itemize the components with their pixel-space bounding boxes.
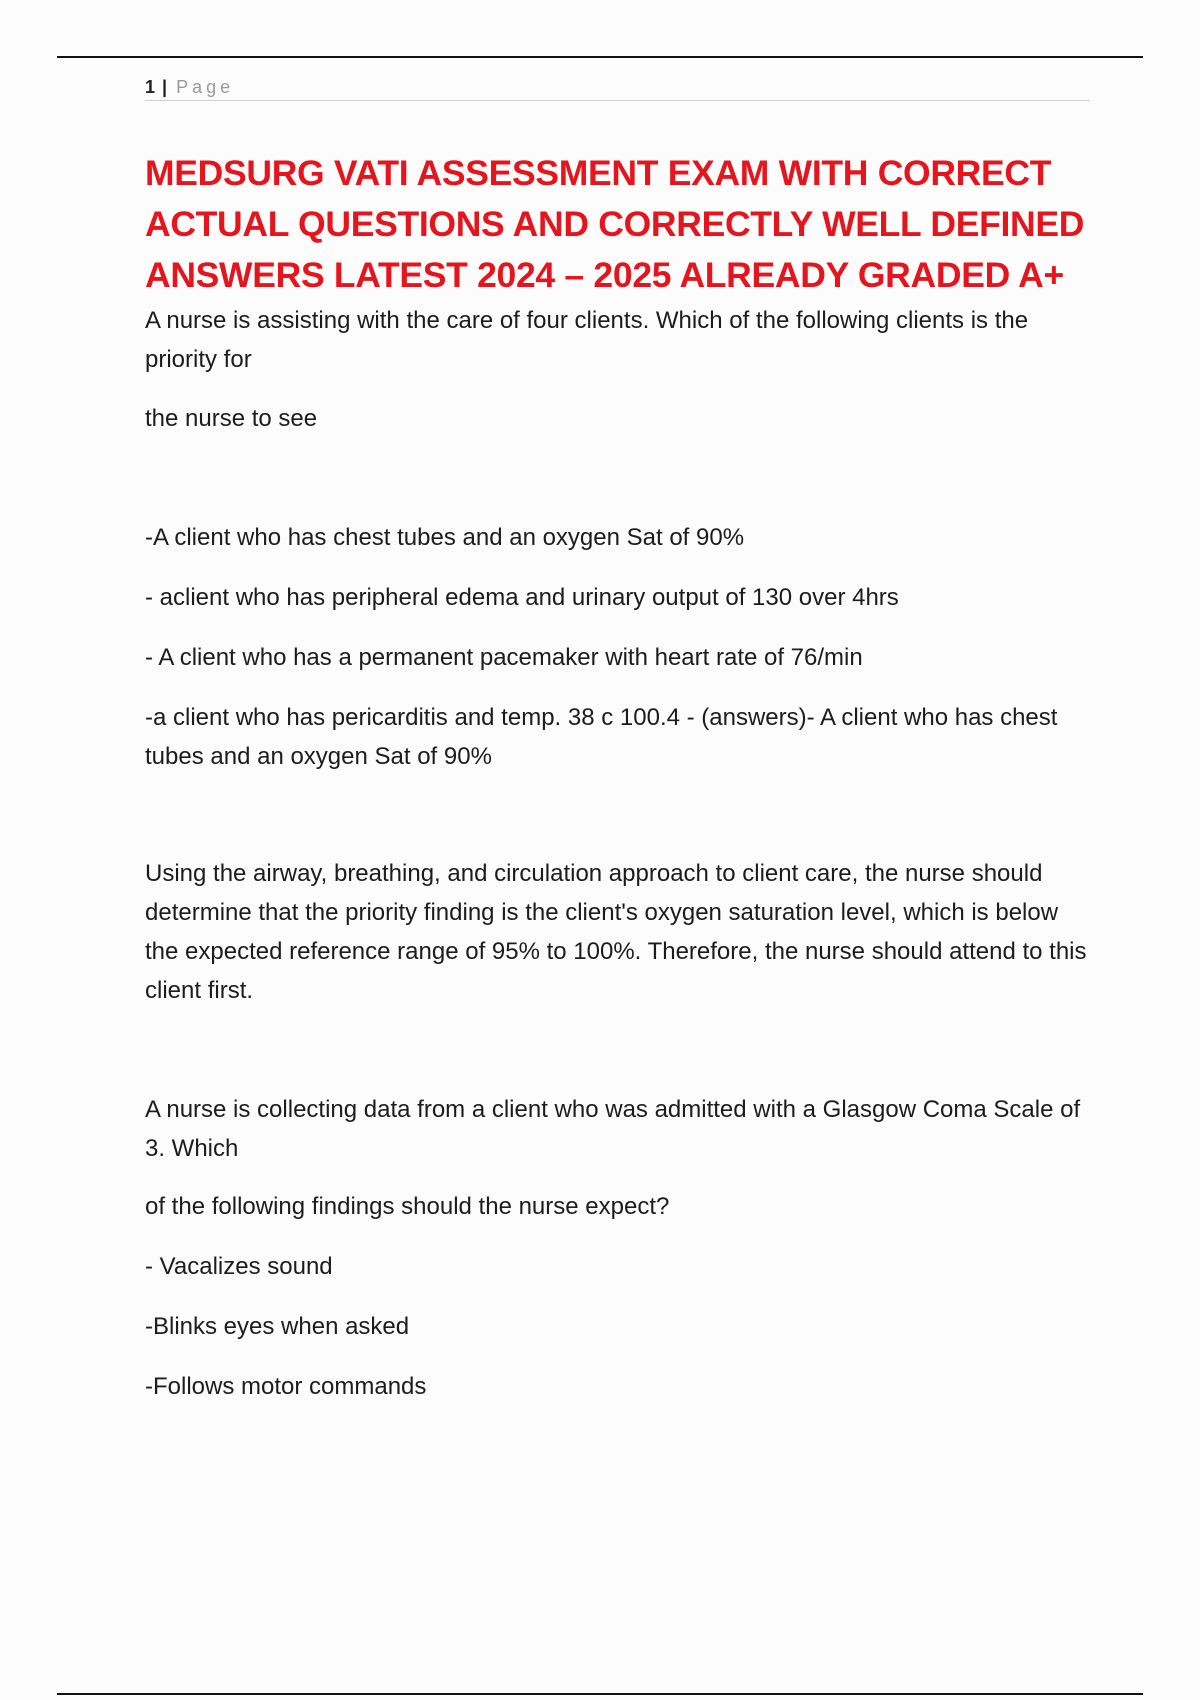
question1-stem-cont: the nurse to see	[145, 405, 318, 432]
bottom-rule	[57, 1693, 1143, 1695]
question2-option: -Follows motor commands	[145, 1373, 427, 1400]
top-rule	[57, 56, 1143, 58]
question1-option: -A client who has chest tubes and an oxygen Sat of 90%	[145, 524, 745, 551]
question1-stem: A nurse is assisting with the care of four clients. Which of the following clients is the priority for	[145, 307, 1029, 373]
question1-rationale: Using the airway, breathing, and circulation approach to client care, the nurse should determine that the priority finding is the client's oxygen saturation level, which is below the expected reference range of 95% to 100%. Therefore, the nurse should attend to this client first.	[145, 860, 1087, 1004]
page-number: 1	[145, 77, 156, 97]
page-header	[145, 74, 1090, 101]
question1-option-answer: -a client who has pericarditis and temp. 38 c 100.4 - (answers)- A client who has chest tubes and an oxygen Sat of 90%	[145, 704, 1058, 770]
document-title: MEDSURG VATI ASSESSMENT EXAM WITH CORRECT ACTUAL QUESTIONS AND CORRECTLY WELL DEFINED ANSWERS LATEST 2024 – 2025 ALREADY GRADED A+	[145, 153, 1085, 295]
question2-stem-cont: of the following findings should the nurse expect?	[145, 1193, 670, 1220]
page-label: Page	[176, 77, 235, 97]
question1-option: - aclient who has peripheral edema and urinary output of 130 over 4hrs	[145, 584, 899, 611]
question2-option: - Vacalizes sound	[145, 1253, 333, 1280]
document-body	[145, 148, 1095, 1406]
question2-stem: A nurse is collecting data from a client who was admitted with a Glasgow Coma Scale of 3. Which	[145, 1096, 1081, 1162]
question2-option: -Blinks eyes when asked	[145, 1313, 410, 1340]
page-separator: |	[162, 77, 168, 97]
question1-option: - A client who has a permanent pacemaker with heart rate of 76/min	[145, 644, 863, 671]
